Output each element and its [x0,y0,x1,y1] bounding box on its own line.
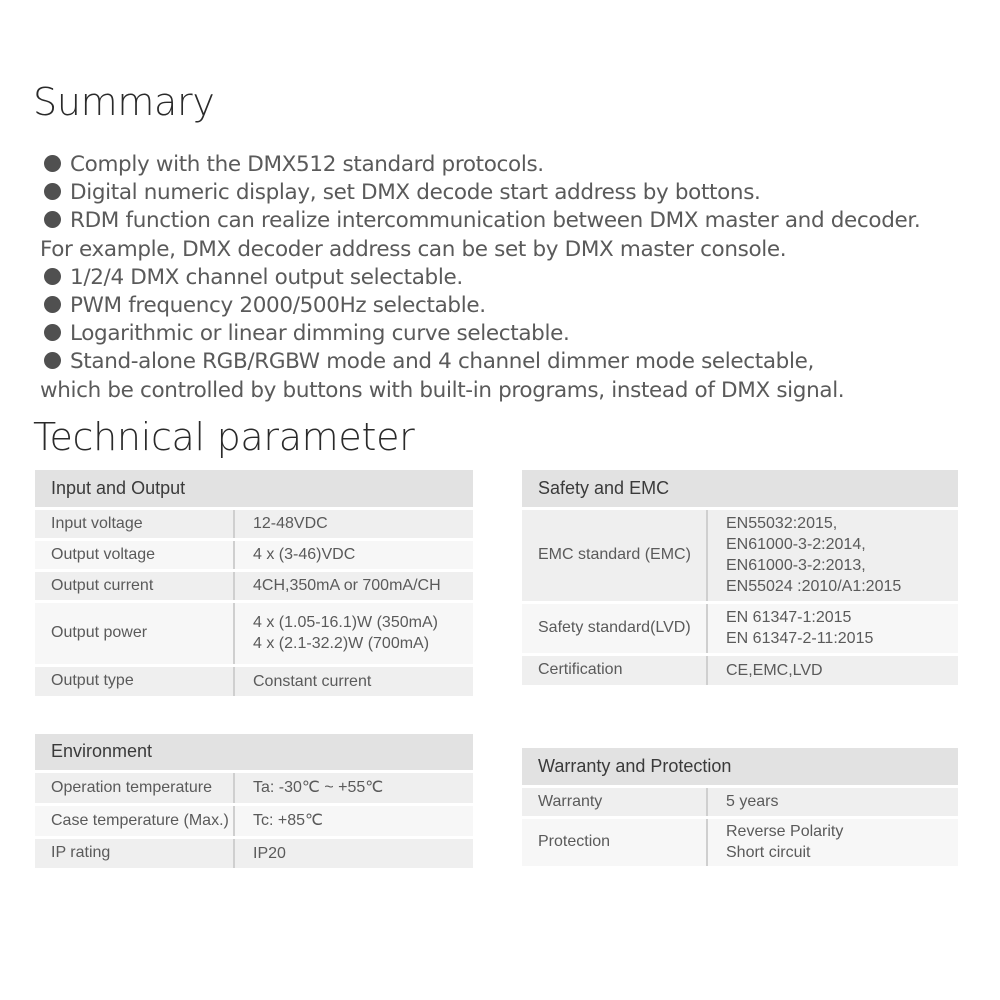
table-header: Warranty and Protection [522,748,958,786]
list-item-text: Digital numeric display, set DMX decode start address by bottons. [70,180,761,206]
list-item [40,264,990,292]
param-value-line: Reverse Polarity [726,823,844,840]
list-item [40,348,990,376]
summary-list [40,151,990,405]
param-value: CE,EMC,LVD [707,654,958,686]
param-value-line: EN 61347-2-11:2015 [726,630,874,647]
param-value: IP20 [234,837,473,869]
list-item-text: 1/2/4 DMX channel output selectable. [70,264,463,290]
safety-emc-table [522,470,958,688]
param-value [707,508,958,602]
param-label: EMC standard (EMC) [522,508,707,602]
param-label: Output current [35,570,234,601]
param-label: IP rating [35,837,234,869]
param-label: Warranty [522,786,707,817]
list-item-text: which be controlled by buttons with built-in programs, instead of DMX signal. [40,377,845,403]
param-label: Operation temperature [35,771,234,804]
param-value-line: EN 61347-1:2015 [726,609,852,626]
param-value: Constant current [234,665,473,697]
list-item-continuation [40,236,990,264]
param-label: Output voltage [35,539,234,570]
input-output-table [35,470,473,699]
param-value-line: EN55032:2015, [726,515,838,532]
list-item-text: RDM function can realize intercommunication between DMX master and decoder. [70,208,921,234]
bullet-icon [44,268,61,285]
bullet-icon [44,324,61,341]
tech-title: Technical parameter [33,415,415,459]
param-value: 4 x (3-46)VDC [234,539,473,570]
list-item-text: Stand-alone RGB/RGBW mode and 4 channel dimmer mode selectable, [70,349,814,375]
list-item [40,320,990,348]
summary-title: Summary [33,80,215,124]
warranty-protection-table [522,748,958,869]
param-value [707,602,958,654]
param-value: 4CH,350mA or 700mA/CH [234,570,473,601]
environment-table [35,734,473,871]
list-item [40,292,990,320]
param-label: Input voltage [35,508,234,539]
list-item-text: Comply with the DMX512 standard protocols. [70,152,544,177]
param-value-line: 4 x (2.1-32.2)W (700mA) [253,635,430,652]
param-value-line: EN55024 :2010/A1:2015 [726,578,902,595]
param-label: Output power [35,601,234,665]
bullet-icon [44,296,61,313]
list-item-text: PWM frequency 2000/500Hz selectable. [70,293,486,319]
param-value: Ta: -30℃ ~ +55℃ [234,771,473,804]
param-value: 12-48VDC [234,508,473,539]
param-value-line: EN61000-3-2:2013, [726,557,866,574]
table-header: Environment [35,734,473,771]
param-value: 5 years [707,786,958,817]
param-value [234,601,473,665]
param-label: Protection [522,817,707,867]
table-header: Input and Output [35,470,473,508]
param-label: Case temperature (Max.) [35,804,234,837]
list-item-text: For example, DMX decoder address can be set by DMX master console. [40,236,787,262]
list-item [40,207,990,235]
list-item-continuation [40,377,990,405]
bullet-icon [44,211,61,228]
param-label: Certification [522,654,707,686]
table-header: Safety and EMC [522,470,958,508]
bullet-icon [44,155,61,172]
list-item [40,179,990,207]
param-label: Output type [35,665,234,697]
list-item [40,151,990,179]
list-item-text: Logarithmic or linear dimming curve selectable. [70,321,570,347]
bullet-icon [44,183,61,200]
param-value-line: Short circuit [726,844,811,861]
param-label: Safety standard(LVD) [522,602,707,654]
bullet-icon [44,352,61,369]
param-value-line: EN61000-3-2:2014, [726,536,866,553]
param-value-line: 4 x (1.05-16.1)W (350mA) [253,614,438,631]
param-value: Tc: +85℃ [234,804,473,837]
param-value [707,817,958,867]
